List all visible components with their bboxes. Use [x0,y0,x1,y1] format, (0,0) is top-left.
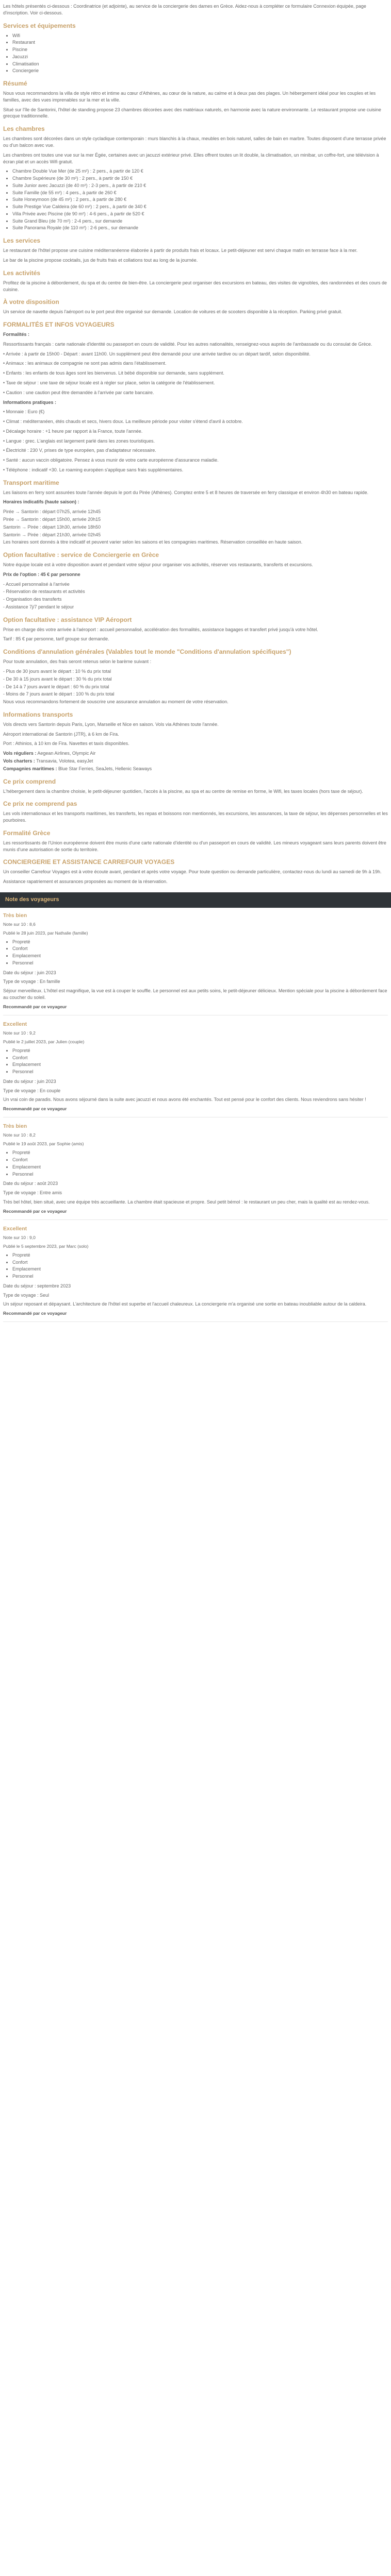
list-item: • Emplacement [12,1164,388,1171]
row-label: Compagnies maritimes : [3,766,57,771]
transport-title: Transport maritime [3,479,59,486]
list-item: • Emplacement [12,1266,388,1273]
review-detail: Type de voyage : Entre amis [3,1190,62,1196]
practical-subtitle: Informations pratiques : [3,399,57,405]
review-text: Séjour merveilleux. L'hôtel est magnifique, la vue est à couper le souffle. Le personnel est aux petits soins, le petit-déjeuner délicieux. Mention spéciale pour la piscine à débordement face au coucher du soleil. [3,988,387,1000]
row-label: Vols réguliers : [3,751,37,756]
schedule-row: Pirée → Santorin : départ 15h00, arrivée 20h15 [3,517,101,522]
list-item: • Chambre Double Vue Mer (de 25 m²) : 2 pers., à partir de 120 € [12,168,388,175]
review-criteria-list [3,1252,388,1280]
review-rating-label: Très bien [3,912,27,919]
formalites-paragraph: • Caution : une caution peut être demandée à l'arrivée par carte bancaire. [3,389,154,395]
review-detail: Date du séjour : août 2023 [3,1181,58,1187]
list-item: • Jacuzzi [12,54,388,60]
formalite-title: Formalité Grèce [3,829,51,837]
formalites-title: FORMALITÉS ET INFOS VOYAGEURS [3,321,115,329]
list-item: • Suite Junior avec Jacuzzi (de 40 m²) : 2-3 pers., à partir de 210 € [12,182,388,189]
review-meta: Note sur 10 : 8,6 [3,921,36,927]
privatiser-title: Ce prix comprend [3,777,56,785]
chambres-paragraph: Les chambres sont décorées dans un style cycladique contemporain : murs blanchis à la chaux, meubles en bois naturel, salles de bain en marbre. Toutes disposent d'une terrasse privée ou d'un balcon avec vue. [3,136,386,148]
intro-text: Les hôtels présentés ci-dessous : Coordinatrice (et adjointe), au service de la conciergerie des dames en Grèce. Aidez-nous à compléter ce formulaire Connexion équipée, page d'inscription. Voir ci-dessous. [3,4,366,15]
review-card [3,1123,388,1219]
review-card [3,1021,388,1117]
practical-line: • Santé : aucun vaccin obligatoire. Pensez à vous munir de votre carte européenne d'assurance maladie. [3,457,219,463]
review-meta: Publié le 19 août 2023, par Sophie (amis) [3,1141,84,1147]
formalites-subtitle: Formalités : [3,332,30,337]
formalites-paragraph: Ressortissants français : carte nationale d'identité ou passeport en cours de validité. Pour les autres nationalités, renseignez-vous auprès de l'ambassade ou du consulat de Grèce. [3,341,372,347]
review-criteria-list [3,1149,388,1177]
option2-paragraph: Tarif : 85 € par personne, tarif groupe sur demande. [3,636,109,642]
list-item: • Emplacement [12,1061,388,1068]
activites-title: Les activités [3,269,41,277]
reviews-list [3,912,388,1323]
option1-price: Prix de l'option : 45 € par personne [3,571,80,577]
row-value: Transavia, Volotea, easyJet [36,758,93,764]
schedule-row: Santorin → Pirée : départ 21h30, arrivée 02h45 [3,532,101,537]
row-label: Vols charters : [3,758,35,764]
practical-line: • Langue : grec. L'anglais est largement parlé dans les zones touristiques. [3,438,155,444]
services-detail-title: Les services [3,237,41,245]
review-card [3,1225,388,1322]
option1-title: Option facultative : service de Conciergerie en Grèce [3,551,159,559]
conciergerie-title: CONCIERGERIE ET ASSISTANCE CARREFOUR VOYAGES [3,858,175,866]
review-recommend: Recommandé par ce voyageur [3,1004,67,1009]
ne-comprend-paragraph: Les vols internationaux et les transports maritimes, les transferts, les repas et boissons non mentionnés, les excursions, les assurances, la taxe de séjour, les dépenses personnelles et les pourboires. [3,811,388,823]
rooms-list [3,168,388,231]
review-meta: Publié le 28 juin 2023, par Nathalie (famille) [3,930,88,936]
list-item: • Propreté [12,1047,388,1054]
review-recommend: Recommandé par ce voyageur [3,1106,67,1112]
review-meta: Note sur 10 : 9,0 [3,1234,36,1240]
conditions-title: Conditions d'annulation générales (Valables tout le monde "Conditions d'annulation spécifiques") [3,648,291,656]
review-meta: Note sur 10 : 8,2 [3,1132,36,1138]
option1-item: - Accueil personnalisé à l'arrivée [3,581,70,587]
privatiser-paragraph: L'hébergement dans la chambre choisie, le petit-déjeuner quotidien, l'accès à la piscine, au spa et au centre de remise en forme, le Wifi, les taxes locales (hors taxe de séjour). [3,788,363,794]
conditions-line: - De 30 à 15 jours avant le départ : 30 % du prix total [3,676,112,682]
acces-paragraph: Un service de navette depuis l'aéroport ou le port peut être organisé sur demande. Location de voitures et de scooters disponible à la réception. Parking privé gratuit. [3,309,343,315]
list-item: • Propreté [12,1252,388,1259]
divider [3,1321,388,1322]
chambres-title: Les chambres [3,125,45,133]
resume-paragraph: Nous vous recommandons la villa de style rétro et intime au cœur d'Athènes, au cœur de la nature, au calme et à deux pas des plages. Un hébergement idéal pour les couples et les familles, avec des vues imprenables sur la mer et la ville. [3,91,376,103]
review-meta: Publié le 2 juillet 2023, par Julien (couple) [3,1039,85,1044]
resume-title: Résumé [3,80,27,88]
conciergerie-paragraph: Un conseiller Carrefour Voyages est à votre écoute avant, pendant et après votre voyage. Pour toute question ou demande particulière, contactez-nous du lundi au samedi de 9h à 19h. [3,869,382,875]
practical-line: • Décalage horaire : +1 heure par rapport à la France, toute l'année. [3,428,143,434]
list-item: • Suite Famille (de 55 m²) : 4 pers., à partir de 260 € [12,190,388,196]
formalites-paragraph: • Enfants : les enfants de tous âges sont les bienvenus. Lit bébé disponible sur demande, sans supplément. [3,370,224,376]
review-text: Très bel hôtel, bien situé, avec une équipe très accueillante. La chambre était spacieuse et propre. Seul petit bémol : le restaurant un peu cher, mais la qualité est au rendez-vous. [3,1199,370,1205]
review-meta: Publié le 5 septembre 2023, par Marc (solo) [3,1243,89,1249]
review-meta: Note sur 10 : 9,2 [3,1030,36,1036]
review-rating-label: Excellent [3,1225,27,1232]
list-item: • Suite Grand Bleu (de 70 m²) : 2-4 pers., sur demande [12,218,388,225]
formalites-paragraph: • Animaux : les animaux de compagnie ne sont pas admis dans l'établissement. [3,361,167,366]
transport-paragraph: Horaires indicatifs (haute saison) : [3,499,79,505]
practical-line: • Monnaie : Euro (€) [3,409,45,415]
review-detail: Type de voyage : Seul [3,1292,50,1298]
list-item: • Personnel [12,1273,388,1280]
conciergerie-paragraph: Assistance rapatriement et assurances proposées au moment de la réservation. [3,879,168,885]
list-item: • Personnel [12,960,388,967]
conditions-line: Nous vous recommandons fortement de souscrire une assurance annulation au moment de votre réservation. [3,699,229,705]
conditions-line: Pour toute annulation, des frais seront retenus selon le barème suivant : [3,659,152,665]
reviews-band: Note des voyageurs [0,892,391,908]
review-recommend: Recommandé par ce voyageur [3,1311,67,1316]
services-list [3,32,388,75]
practical-line: • Climat : méditerranéen, étés chauds et secs, hivers doux. La meilleure période pour visiter s'étend d'avril à octobre. [3,419,243,425]
list-item: • Suite Panorama Royale (de 110 m²) : 2-6 pers., sur demande [12,225,388,231]
formalites-paragraph: • Taxe de séjour : une taxe de séjour locale est à régler sur place, selon la catégorie de l'établissement. [3,380,215,386]
activites-paragraph: Profitez de la piscine à débordement, du spa et du centre de bien-être. La conciergerie peut organiser des excursions en bateau, des visites de vignobles, des randonnées et des cours de cuisine. [3,280,387,292]
services-title: Services et équipements [3,22,76,29]
review-card [3,912,388,1015]
row-value: Blue Star Ferries, SeaJets, Hellenic Seaways [58,766,152,771]
review-detail: Type de voyage : En couple [3,1088,61,1093]
row-value: Aegean Airlines, Olympic Air [37,751,96,756]
list-item: • Wifi [12,32,388,39]
option1-paragraph: Notre équipe locale est à votre disposition avant et pendant votre séjour pour organiser vos activités, réserver vos restaurants, transferts et excursions. [3,562,313,568]
divider [3,1219,388,1220]
transport-paragraph: Les liaisons en ferry sont assurées toute l'année depuis le port du Pirée (Athènes). Comptez entre 5 et 8 heures de traversée en ferry classique et environ 4h30 en bateau rapide. [3,489,369,495]
list-item: • Confort [12,1259,388,1266]
infos-transport-paragraph: Aéroport international de Santorin (JTR), à 6 km de Fira. [3,731,119,737]
transport-note: Les horaires sont donnés à titre indicatif et peuvent varier selon les saisons et les compagnies maritimes. Réservation conseillée en haute saison. [3,539,303,545]
infos-transport-paragraph: Vols directs vers Santorin depuis Paris, Lyon, Marseille et Nice en saison. Vols via Athènes toute l'année. [3,721,219,727]
formalites-paragraph: • Arrivée : à partir de 15h00 - Départ : avant 11h00. Un supplément peut être demandé pour une arrivée tardive ou un départ tardif, selon disponibilité. [3,351,311,357]
list-item: • Suite Honeymoon (de 45 m²) : 2 pers., à partir de 280 € [12,196,388,203]
list-item: • Personnel [12,1171,388,1178]
option1-item: - Assistance 7j/7 pendant le séjour [3,604,74,609]
schedule-row: Santorin → Pirée : départ 13h30, arrivée 18h50 [3,524,101,530]
conditions-line: - Moins de 7 jours avant le départ : 100 % du prix total [3,691,115,697]
option1-item: - Organisation des transferts [3,597,62,602]
chambres-paragraph: Les chambres ont toutes une vue sur la mer Égée, certaines avec un jacuzzi extérieur privé. Elles offrent toutes un lit double, la climatisation, un minibar, un coffre-fort, une télévision à écran plat et un accès Wifi gratuit. [3,152,379,164]
services-paragraph: Le restaurant de l'hôtel propose une cuisine méditerranéenne élaborée à partir de produits frais et locaux. Le petit-déjeuner est servi chaque matin en terrasse face à la mer. [3,248,358,253]
infos-transport-paragraph: Port : Athinios, à 10 km de Fira. Navettes et taxis disponibles. [3,741,129,747]
review-detail: Type de voyage : En famille [3,979,60,985]
list-item: • Propreté [12,1149,388,1156]
list-item: • Restaurant [12,39,388,46]
list-item: • Conciergerie [12,67,388,74]
option2-paragraph: Prise en charge dès votre arrivée à l'aéroport : accueil personnalisé, accélération des formalités, assistance bagages et transfert privé jusqu'à votre hôtel. [3,626,318,632]
ne-comprend-title: Ce prix ne comprend pas [3,800,77,808]
practical-line: • Électricité : 230 V, prises de type européen, pas d'adaptateur nécessaire. [3,448,156,453]
list-item: • Confort [12,1055,388,1061]
review-text: Un vrai coin de paradis. Nous avons séjourné dans la suite avec jacuzzi et nous avons été enchantés. Tout est pensé pour le confort des clients. Nous reviendrons sans hésiter ! [3,1097,366,1103]
review-rating-label: Excellent [3,1021,27,1027]
review-recommend: Recommandé par ce voyageur [3,1208,67,1214]
formalite-paragraph: Les ressortissants de l'Union européenne doivent être munis d'une carte nationale d'identité ou d'un passeport en cours de validité. Les mineurs voyageant sans leurs parents doivent être munis d'une autorisation de sortie du territoire. [3,840,386,852]
list-item: • Climatisation [12,61,388,67]
infos-transport-row [3,750,388,757]
list-item: • Villa Privée avec Piscine (de 90 m²) : 4-6 pers., à partir de 520 € [12,211,388,217]
practical-line: • Téléphone : indicatif +30. Le roaming européen s'applique sans frais supplémentaires. [3,467,184,472]
infos-transport-row [3,766,388,772]
review-text: Un séjour reposant et dépaysant. L'architecture de l'hôtel est superbe et l'accueil chaleureux. La conciergerie m'a organisé une sortie en bateau inoubliable autour de la caldeira. [3,1301,367,1307]
review-rating-label: Très bien [3,1123,27,1130]
conditions-line: - Plus de 30 jours avant le départ : 10 % du prix total [3,669,111,674]
list-item: • Confort [12,1157,388,1163]
infos-transport-title: Informations transports [3,710,73,718]
conditions-line: - De 14 à 7 jours avant le départ : 60 % du prix total [3,684,109,689]
list-item: • Personnel [12,1069,388,1075]
option1-item: - Réservation de restaurants et activités [3,589,85,595]
review-detail: Date du séjour : septembre 2023 [3,1283,71,1289]
list-item: • Suite Prestige Vue Caldeira (de 60 m²) : 2 pers., à partir de 340 € [12,204,388,210]
list-item: • Piscine [12,46,388,53]
schedule-row: Pirée → Santorin : départ 07h25, arrivée 12h45 [3,509,101,515]
list-item: • Confort [12,945,388,952]
review-detail: Date du séjour : juin 2023 [3,970,56,975]
list-item: • Chambre Supérieure (de 30 m²) : 2 pers., à partir de 150 € [12,175,388,182]
review-criteria-list [3,1047,388,1075]
infos-transport-row [3,758,388,765]
list-item: • Emplacement [12,953,388,959]
acces-title: À votre disposition [3,298,59,306]
resume-paragraph: Situé sur l'île de Santorini, l'hôtel de standing propose 23 chambres décorées avec des matériaux naturels, en harmonie avec la nature environnante. Le restaurant propose une cuisine grecque traditionnelle. [3,107,381,119]
list-item: • Propreté [12,939,388,945]
review-criteria-list [3,939,388,967]
review-detail: Date du séjour : juin 2023 [3,1078,56,1084]
services-paragraph: Le bar de la piscine propose cocktails, jus de fruits frais et collations tout au long de la journée. [3,258,198,263]
option2-title: Option facultative : assistance VIP Aéroport [3,616,132,623]
